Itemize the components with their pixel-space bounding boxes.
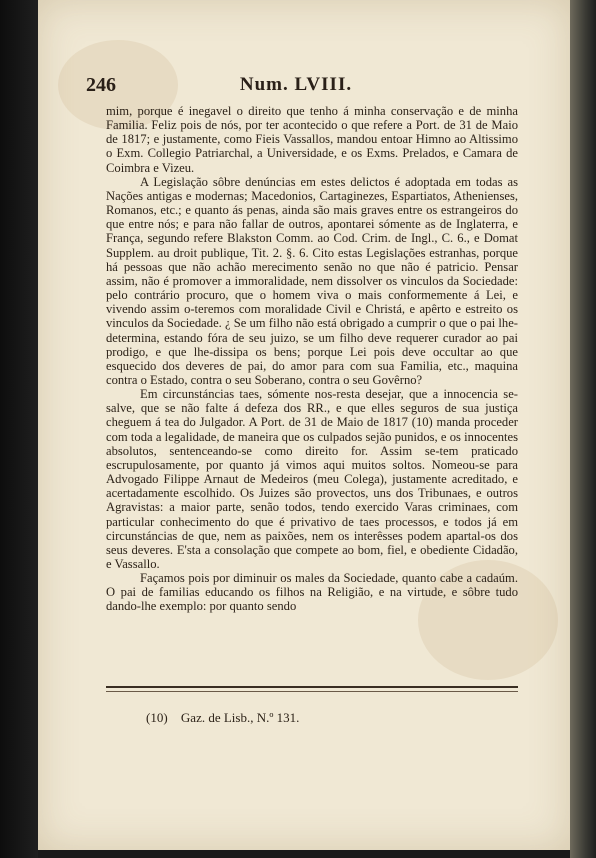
book-gutter bbox=[0, 0, 38, 858]
footnote bbox=[146, 710, 299, 726]
paragraph: A Legislação sôbre denúncias em estes delictos é adoptada em todas as Nações antigas e modernas; Macedonios, Cartaginezes, Espartiatos, Athenienses, Romanos, etc.; e quanto ás penas, ainda são mais graves entre os estrangeiros do que entre nós; e para não fallar de outros, apontarei sómente as de Inglaterra, e França, segundo refere Blakston Comm. ao Cod. Crim. de Ingl., C. 6., e Domat Supplem. au droit publique, Tit. 2. §. 6. Cito estas Legislações estranhas, porque há pessoas que não achão merecimento senão no que não é patricio. Pensar assim, não é promover a immoralidade, nem dissolver os vinculos da Sociedade: pelo contrário procuro, que o homem viva o mais conformemente á Lei, e vivendo assim o-teremos com moralidade Civil e Christá, e apêrto e estreito os vinculos da Sociedade. ¿ Se um filho não está obrigado a cumprir o que o pai lhe-determina, estando fóra de seu juizo, se um filho deve requerer curador ao pai prodigo, e que lhe-dissipa os bens; porque Lei pois deve occultar ao que esquecido dos deveres de pai, do amor para com sua Familia, etc., maquina contra o Estado, contra o seu Soberano, contra o seu Govêrno? bbox=[106, 174, 518, 387]
body-text bbox=[106, 104, 518, 614]
paragraph: mim, porque é inegavel o direito que tenho á minha conservação e de minha Familia. Feliz pois de nós, por ter acontecido o que refere a Port. de 31 de Maio de 1817; e justamente, como Fieis Vassallos, mandou entoar Himno ao Altissimo o Exm. Collegio Patriarchal, a Universidade, e os Exms. Prelados, e Camara de Coimbra e Vizeu. bbox=[106, 104, 518, 175]
footnote-rule-thin bbox=[106, 691, 518, 692]
page-header bbox=[86, 74, 506, 100]
footnote-text: Gaz. de Lisb., N.º 131. bbox=[180, 710, 300, 725]
footnote-ref: (10) bbox=[146, 710, 168, 725]
footnote-rule bbox=[106, 686, 518, 688]
running-title: Num. LVIII. bbox=[239, 74, 353, 95]
paragraph: Façamos pois por diminuir os males da Sociedade, quanto cabe a cadaúm. O pai de familias educando os filhos na Religião, e na virtude, e sôbre tudo dando-lhe exemplo: por quanto sendo bbox=[106, 571, 518, 614]
paragraph: Em circunstáncias taes, sómente nos-resta desejar, que a innocencia se-salve, que se não falte á defeza dos RR., e que elles seguros de sua justiça cheguem á tea do Julgador. A Port. de 31 de Maio de 1817 (10) manda proceder com toda a legalidade, de maneira que os culpados sejão punidos, e os innocentes absolutos, sentenceando-se como direito for. Assim se-tem praticado escrupulosamente, por quanto já vimos aqui muitos soltos. Nomeou-se para Advogado Filippe Arnaut de Medeiros (meu Colega), justamente acreditado, e acertadamente escolhido. Os Juizes são provectos, uns dos Tribunaes, e outros Agravistas: a maior parte, senão todos, tendo exercido Varas criminaes, com particular conhecimento do que é privativo de taes processos, e todos já em circunstáncias de que, nem as paixões, nem os interêsses podem apartal-os dos seus deveres. E'sta a consolação que compete ao bom, fiel, e obediente Cidadão, e Vassallo. bbox=[106, 387, 518, 571]
page-number: 246 bbox=[86, 74, 116, 96]
page-edge-shadow bbox=[570, 0, 596, 858]
